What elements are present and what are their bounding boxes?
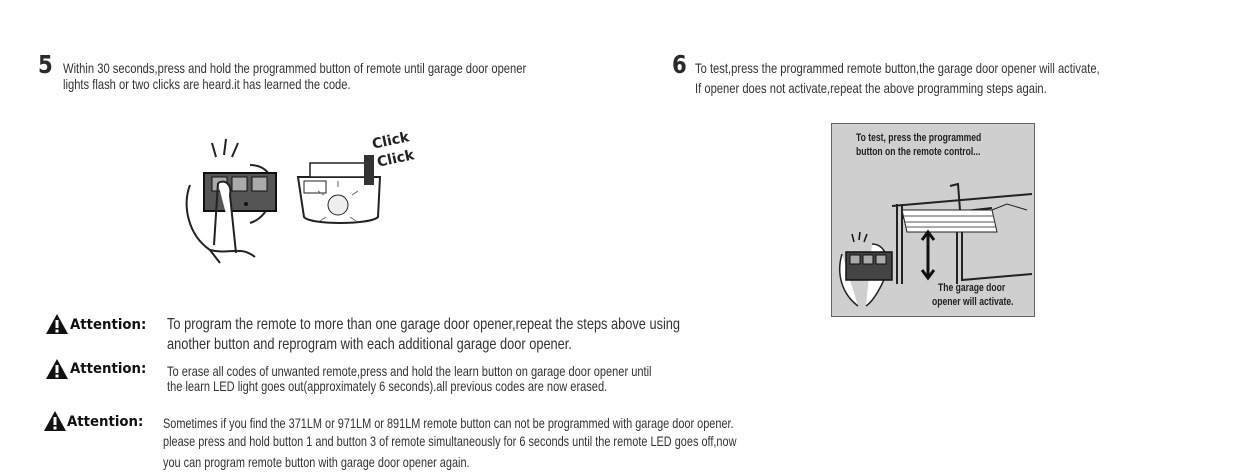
step-text-line: Within 30 seconds,press and hold the programmed button of remote until garage door opener [63,60,527,76]
step-number: 6 [672,50,687,79]
figure-caption: button on the remote control... [856,146,981,158]
step-number: 5 [38,50,53,79]
attention-label: Attention: [70,317,147,333]
step-text-line: If opener does not activate,repeat the above programming steps again. [695,80,1047,96]
step-text-line: To test,press the programmed remote button,the garage door opener will activate, [695,60,1100,76]
attention-text-line: Sometimes if you find the 371LM or 971LM or 891LM remote button can not be programmed with garage door opener. [163,415,734,431]
click-sound-text: Click [370,129,411,153]
attention-text-line: please press and hold button 1 and button 3 of remote simultaneously for 6 seconds until the remote LED goes off,now [163,433,737,449]
garage-door-illustration [832,124,1036,318]
attention-text-line: another button and reprogram with each additional garage door opener. [167,336,572,353]
attention-text-line: To program the remote to more than one garage door opener,repeat the steps above using [167,316,681,333]
step-5-illustration [180,125,430,265]
attention-label: Attention: [70,361,147,377]
warning-triangle-icon [45,358,69,380]
attention-text-line: you can program remote button with garage door opener again. [163,454,470,470]
figure-caption: The garage door [938,282,1006,294]
figure-caption: To test, press the programmed [856,132,982,144]
click-sound-text: Click [375,147,416,171]
figure-caption: opener will activate. [932,296,1014,308]
step-6-illustration [831,123,1035,317]
step-text-line: lights flash or two clicks are heard.it has learned the code. [63,76,351,92]
warning-triangle-icon [43,410,67,432]
attention-text-line: the learn LED light goes out(approximately 6 seconds).all previous codes are now erased. [167,378,608,394]
warning-triangle-icon [45,313,69,335]
attention-label: Attention: [67,414,144,430]
attention-text-line: To erase all codes of unwanted remote,press and hold the learn button on garage door opener until [167,363,652,379]
